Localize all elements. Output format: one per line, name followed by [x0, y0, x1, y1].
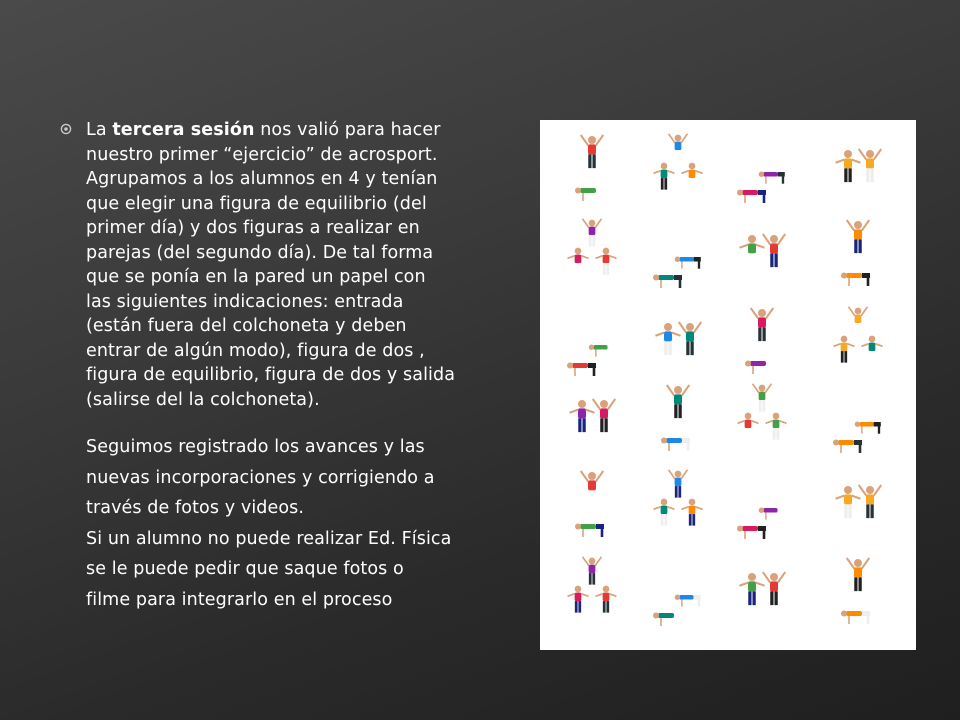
paragraph-follow-up [86, 432, 522, 615]
acrobat-figure [849, 307, 868, 335]
acrobat-figure [862, 336, 883, 363]
acrobat-figure [751, 308, 774, 341]
acrobat-figure [738, 413, 759, 440]
acrobat-base-figure [675, 595, 701, 607]
acrobat-base-figure [759, 508, 785, 520]
acrosport-figures-illustration [540, 120, 916, 650]
acrobat-figure [654, 163, 675, 190]
paragraph-line: las siguientes indicaciones: entrada [86, 291, 404, 312]
paragraph-line: primer día) y dos figuras a realizar en [86, 218, 420, 238]
acrobat-figure [859, 485, 882, 518]
acrobat-figure [679, 322, 702, 355]
paragraph-line: entrar de algún modo), figura de dos , [86, 340, 425, 361]
bold-phrase: tercera sesión [112, 120, 255, 140]
acrobat-figure [570, 400, 595, 432]
line-rest: nos valió para hacer [254, 120, 441, 140]
paragraph-line: parejas (del segundo día). De tal forma [86, 242, 434, 263]
paragraph-line: (salirse del la colchoneta). [86, 389, 320, 410]
acrobat-figure [682, 499, 703, 526]
acrobat-figure [596, 586, 617, 613]
paragraph-line: nuestro primer “ejercicio” de acrosport. [86, 144, 438, 165]
acrobat-figure [669, 134, 688, 162]
paragraph-line: filme para integrarlo en el proceso [86, 589, 393, 610]
acrobat-base-figure [653, 275, 682, 289]
paragraph-line: figura de equilibrio, figura de dos y salida [86, 365, 456, 385]
acrobat-figure [834, 336, 855, 363]
paragraph-line: que se ponía en la pared un papel con [86, 267, 426, 287]
acrobat-figure [836, 486, 861, 518]
acrobat-figure [654, 499, 675, 526]
acrobat-figure [682, 163, 703, 190]
acrobat-figure [656, 323, 681, 355]
acrobat-figure [581, 471, 604, 504]
paragraph-line: nuevas incorporaciones y corrigiendo a [86, 467, 435, 488]
paragraph-line: Seguimos registrado los avances y las [86, 437, 425, 457]
acrobat-base-figure [737, 190, 766, 204]
acrobat-base-figure [675, 257, 701, 269]
paragraph-line: (están fuera del colchoneta y deben [86, 316, 407, 336]
acrobat-figure [766, 413, 787, 440]
paragraph-line: Si un alumno no puede realizar Ed. Física [86, 528, 452, 549]
paragraph-line [86, 118, 455, 143]
bullet-paragraph [60, 118, 522, 412]
acrobat-figure [593, 399, 616, 432]
acrobat-figure [669, 470, 688, 498]
paragraph-session-three [86, 118, 455, 412]
acrobat-figure [568, 248, 589, 275]
acrobat-figure [740, 235, 765, 267]
acrobat-base-figure [575, 188, 604, 202]
acrobat-base-figure [575, 524, 604, 538]
acrobat-base-figure [855, 422, 881, 434]
acrobat-figure [596, 248, 617, 275]
acrobat-figure [583, 219, 602, 247]
acrobat-base-figure [661, 438, 690, 452]
acrobat-figure [836, 150, 861, 182]
acrosport-figures-image [540, 120, 916, 650]
acrobat-base-figure [759, 172, 785, 184]
acrobat-base-figure [567, 363, 596, 377]
acrobat-base-figure [745, 361, 774, 375]
acrobat-base-figure [833, 440, 862, 454]
acrobat-base-figure [737, 526, 766, 540]
acrobat-base-figure [841, 273, 870, 287]
text-block [60, 118, 522, 615]
acrobat-figure [753, 384, 772, 412]
acrobat-base-figure [653, 613, 682, 627]
paragraph-line: que elegir una figura de equilibrio (del [86, 193, 427, 214]
line-prefix: La [86, 120, 113, 140]
acrobat-figure [581, 135, 604, 168]
acrobat-base-figure [589, 345, 615, 357]
acrobat-figure [763, 234, 786, 267]
acrobat-figure [847, 220, 870, 253]
paragraph-line: se le puede pedir que saque fotos o [86, 559, 404, 579]
acrobat-figure [583, 557, 602, 585]
paragraph-line: través de fotos y videos. [86, 498, 305, 518]
paragraph-line: Agrupamos a los alumnos en 4 y tenían [86, 169, 438, 189]
acrobat-figure [667, 385, 690, 418]
acrobat-figure [763, 572, 786, 605]
acrobat-figure [568, 586, 589, 613]
circle-bullet-icon [60, 123, 76, 135]
acrobat-figure [740, 573, 765, 605]
acrobat-figure [859, 149, 882, 182]
acrobat-base-figure [841, 611, 870, 625]
acrobat-figure [847, 558, 870, 591]
